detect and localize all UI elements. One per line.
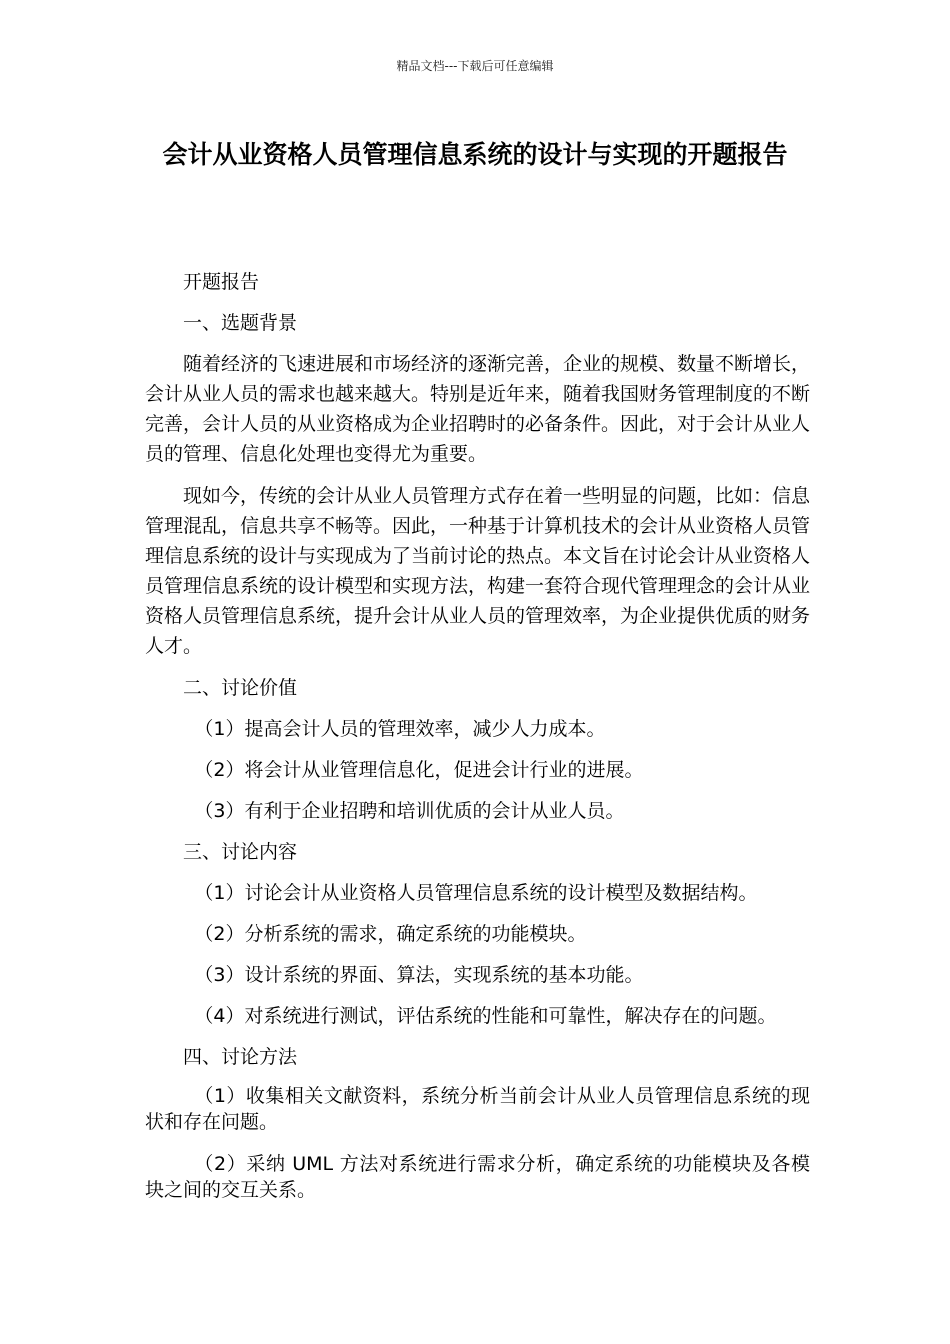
background-paragraph-1: 随着经济的飞速进展和市场经济的逐渐完善，企业的规模、数量不断增长，会计从业人员的需求也越来越大。特别是近年来，随着我国财务管理制度的不断完善，会计人员的从业资格成为企业招聘时的必备条件。因此，对于会计从业人员的管理、信息化处理也变得尤为重要。 xyxy=(145,353,811,465)
value-item: （3）有利于企业招聘和培训优质的会计从业人员。 xyxy=(194,800,625,822)
value-heading: 二、讨论价值 xyxy=(183,677,298,699)
content-item: （2）分析系统的需求，确定系统的功能模块。 xyxy=(194,923,587,945)
method-heading: 四、讨论方法 xyxy=(183,1046,298,1068)
background-heading: 一、选题背景 xyxy=(183,312,298,334)
content-item: （3）设计系统的界面、算法，实现系统的基本功能。 xyxy=(194,964,644,986)
value-item: （2）将会计从业管理信息化，促进会计行业的进展。 xyxy=(194,759,644,781)
content-item: （1）讨论会计从业资格人员管理信息系统的设计模型及数据结构。 xyxy=(194,882,758,904)
content-item: （4）对系统进行测试，评估系统的性能和可靠性，解决存在的问题。 xyxy=(194,1005,777,1027)
report-label: 开题报告 xyxy=(183,271,260,293)
background-paragraph-2: 现如今，传统的会计从业人员管理方式存在着一些明显的问题，比如：信息管理混乱，信息共享不畅等。因此，一种基于计算机技术的会计从业资格人员管理信息系统的设计与实现成为了当前讨论的热点。本文旨在讨论会计从业资格人员管理信息系统的设计模型和实现方法，构建一套符合现代管理理念的会计从业资格人员管理信息系统，提升会计从业人员的管理效率，为企业提供优质的财务人才。 xyxy=(145,485,811,657)
document-title: 会计从业资格人员管理信息系统的设计与实现的开题报告 xyxy=(162,140,788,169)
method-item: （1）收集相关文献资料，系统分析当前会计从业人员管理信息系统的现状和存在问题。 xyxy=(145,1085,810,1133)
method-item: （2）采纳 UML 方法对系统进行需求分析，确定系统的功能模块及各模块之间的交互关系。 xyxy=(145,1153,810,1201)
content-heading: 三、讨论内容 xyxy=(183,841,298,863)
document-body xyxy=(145,267,810,1219)
value-item: （1）提高会计人员的管理效率，减少人力成本。 xyxy=(194,718,606,740)
header-note: 精品文档---下载后可任意编辑 xyxy=(396,59,554,73)
